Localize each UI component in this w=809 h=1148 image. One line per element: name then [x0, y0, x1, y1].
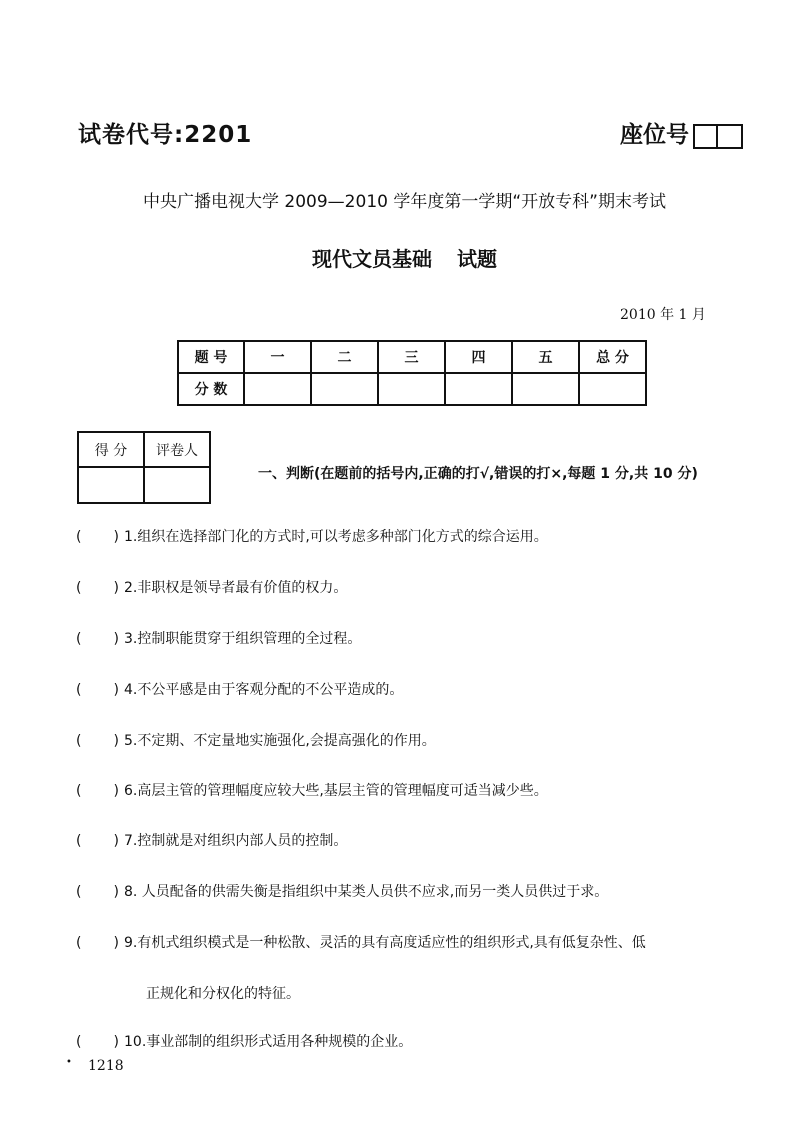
- answer-bracket[interactable]: ( ): [76, 935, 119, 951]
- answer-bracket[interactable]: ( ): [76, 783, 119, 799]
- question-item: [76, 932, 646, 952]
- question-item: [76, 679, 403, 699]
- exam-date: 2010 年 1 月: [620, 307, 706, 323]
- subject-title: 现代文员基础 试题: [312, 247, 497, 271]
- grader-table-cell: 得 分: [78, 432, 144, 467]
- question-text-continued: 正规化和分权化的特征。: [146, 986, 300, 1002]
- grader-table: [77, 431, 211, 504]
- score-input-cell[interactable]: [311, 373, 378, 405]
- answer-bracket[interactable]: ( ): [76, 884, 119, 900]
- score-table-cell: 五: [512, 341, 579, 373]
- section-heading: 一、判断(在题前的括号内,正确的打√,错误的打×,每题 1 分,共 10 分): [258, 466, 698, 482]
- score-table-score-row: [178, 373, 646, 405]
- seat-number-field: [620, 116, 743, 149]
- score-table-cell: 三: [378, 341, 445, 373]
- question-text: 5.不定期、不定量地实施强化,会提高强化的作用。: [124, 733, 436, 749]
- question-text: 6.高层主管的管理幅度应较大些,基层主管的管理幅度可适当减少些。: [124, 783, 548, 799]
- question-text: 8. 人员配备的供需失衡是指组织中某类人员供不应求,而另一类人员供过于求。: [124, 884, 609, 900]
- score-input-cell[interactable]: [512, 373, 579, 405]
- grader-input-cell[interactable]: [144, 467, 210, 503]
- exam-title: 中央广播电视大学 2009—2010 学年度第一学期“开放专科”期末考试: [143, 192, 666, 212]
- score-table-cell: 二: [311, 341, 378, 373]
- scan-dot: •: [66, 1057, 72, 1068]
- grader-table-header-row: [78, 432, 210, 467]
- answer-bracket[interactable]: ( ): [76, 631, 119, 647]
- answer-bracket[interactable]: ( ): [76, 733, 119, 749]
- score-input-cell[interactable]: [445, 373, 512, 405]
- score-input-cell[interactable]: [244, 373, 311, 405]
- answer-bracket[interactable]: ( ): [76, 833, 119, 849]
- score-table-cell: 一: [244, 341, 311, 373]
- score-table-cell: 题 号: [178, 341, 244, 373]
- question-item: [76, 577, 347, 597]
- question-text: 1.组织在选择部门化的方式时,可以考虑多种部门化方式的综合运用。: [124, 529, 548, 545]
- question-text: 9.有机式组织模式是一种松散、灵活的具有高度适应性的组织形式,具有低复杂性、低: [124, 935, 646, 951]
- answer-bracket[interactable]: ( ): [76, 682, 119, 698]
- score-table-cell: 四: [445, 341, 512, 373]
- question-item: [76, 730, 436, 750]
- grader-table-input-row: [78, 467, 210, 503]
- seat-box: [693, 124, 718, 149]
- score-table: [177, 340, 647, 406]
- grader-table-cell: 评卷人: [144, 432, 210, 467]
- answer-bracket[interactable]: ( ): [76, 580, 119, 596]
- question-text: 2.非职权是领导者最有价值的权力。: [124, 580, 348, 596]
- question-item: [76, 628, 361, 648]
- seat-box: [718, 124, 743, 149]
- grader-input-cell[interactable]: [78, 467, 144, 503]
- seat-number-boxes: [693, 124, 743, 149]
- question-text: 7.控制就是对组织内部人员的控制。: [124, 833, 348, 849]
- answer-bracket[interactable]: ( ): [76, 529, 119, 545]
- question-text: 3.控制职能贯穿于组织管理的全过程。: [124, 631, 362, 647]
- question-text: 10.事业部制的组织形式适用各种规模的企业。: [124, 1034, 413, 1050]
- score-table-cell: 分 数: [178, 373, 244, 405]
- question-text: 4.不公平感是由于客观分配的不公平造成的。: [124, 682, 404, 698]
- score-input-cell[interactable]: [378, 373, 445, 405]
- seat-number-label: 座位号: [620, 122, 689, 148]
- paper-code: 试卷代号:2201: [78, 122, 253, 148]
- question-item: [76, 1031, 412, 1051]
- score-table-cell: 总 分: [579, 341, 646, 373]
- question-item: [76, 830, 347, 850]
- question-item: [76, 780, 548, 800]
- answer-bracket[interactable]: ( ): [76, 1034, 119, 1050]
- score-input-cell[interactable]: [579, 373, 646, 405]
- question-item: [76, 526, 548, 546]
- question-item: [76, 881, 608, 901]
- page-number: 1218: [88, 1058, 124, 1074]
- score-table-header-row: [178, 341, 646, 373]
